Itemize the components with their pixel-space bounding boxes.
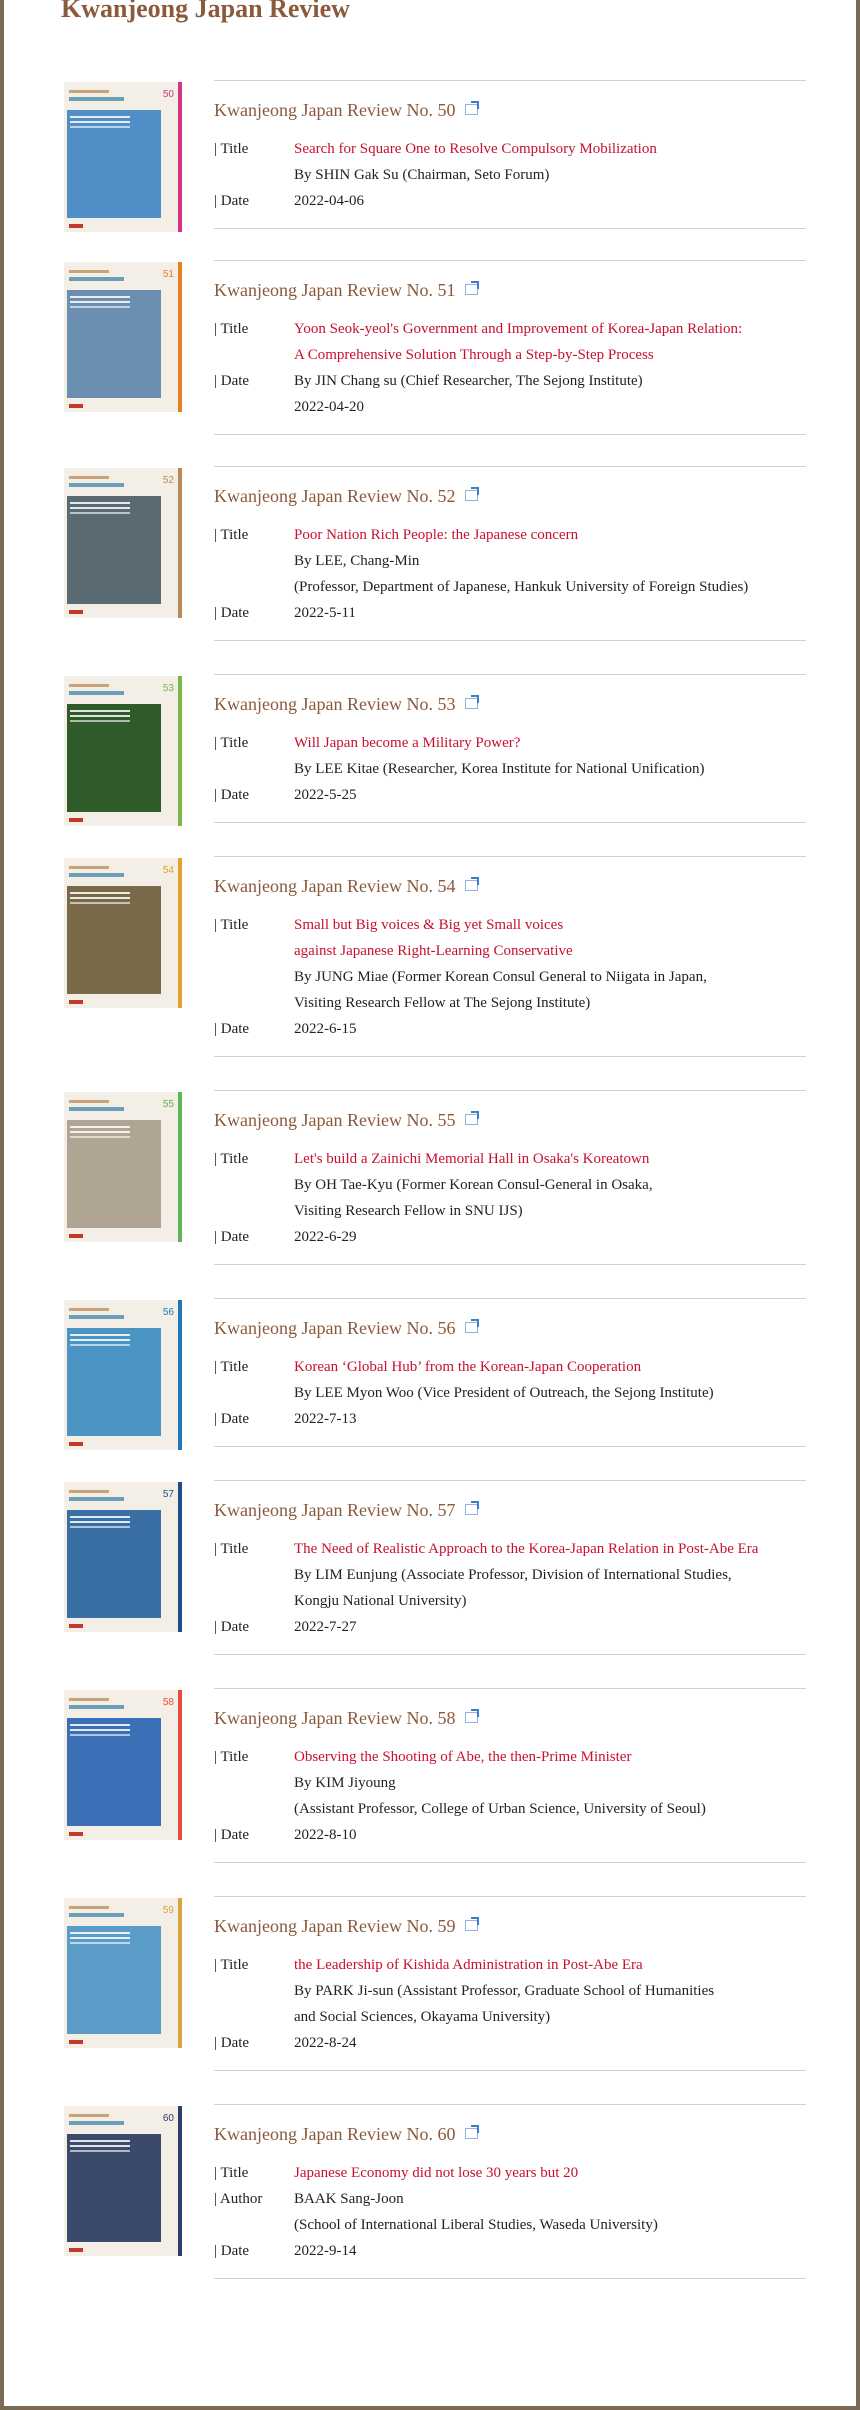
cover-series-mark — [69, 1308, 109, 1311]
review-heading-link[interactable] — [214, 100, 478, 121]
cover-headline — [70, 1334, 130, 1336]
cover-accent-bar — [178, 1690, 182, 1840]
cover-thumbnail[interactable] — [64, 1482, 182, 1632]
cover-thumbnail[interactable] — [64, 468, 182, 618]
field-label: | Title — [214, 735, 249, 751]
divider — [214, 1298, 806, 1299]
review-title-link[interactable]: A Comprehensive Solution Through a Step-by-Step Process — [294, 347, 654, 363]
cover-issue-number: 52 — [162, 475, 174, 486]
review-heading-text: Kwanjeong Japan Review No. 59 — [214, 1916, 456, 1936]
divider — [214, 2104, 806, 2105]
publisher-logo — [69, 1000, 83, 1004]
cover-accent-bar — [178, 2106, 182, 2256]
cover-title-band — [69, 483, 124, 487]
divider — [214, 1654, 806, 1655]
field-value: By LEE Myon Woo (Vice President of Outreach, the Sejong Institute) — [294, 1385, 714, 1401]
review-heading-text: Kwanjeong Japan Review No. 55 — [214, 1110, 456, 1130]
cover-headline — [70, 502, 130, 504]
field-value: By LEE, Chang-Min — [294, 553, 420, 569]
cover-series-mark — [69, 1100, 109, 1103]
review-heading-text: Kwanjeong Japan Review No. 60 — [214, 2124, 456, 2144]
external-link-icon[interactable] — [465, 698, 478, 709]
field-value: By OH Tae-Kyu (Former Korean Consul-General in Osaka, — [294, 1177, 653, 1193]
external-link-icon[interactable] — [465, 284, 478, 295]
cover-title-band — [69, 691, 124, 695]
review-title-link[interactable]: Poor Nation Rich People: the Japanese concern — [294, 527, 579, 543]
cover-title-band — [69, 1705, 124, 1709]
review-title-link[interactable]: The Need of Realistic Approach to the Korea-Japan Relation in Post-Abe Era — [294, 1541, 759, 1557]
field-value: By JIN Chang su (Chief Researcher, The Sejong Institute) — [294, 373, 643, 389]
field-value: 2022-7-13 — [294, 1411, 357, 1427]
cover-issue-number: 53 — [162, 683, 174, 694]
field-value: Visiting Research Fellow in SNU IJS) — [294, 1203, 523, 1219]
divider — [214, 80, 806, 81]
review-heading-link[interactable] — [214, 876, 478, 897]
review-heading-link[interactable] — [214, 1708, 478, 1729]
field-label: | Date — [214, 2243, 250, 2259]
field-label: | Author — [214, 2191, 263, 2207]
cover-issue-number: 59 — [162, 1905, 174, 1916]
cover-headline — [70, 892, 130, 894]
field-value: and Social Sciences, Okayama University) — [294, 2009, 551, 2025]
cover-accent-bar — [178, 82, 182, 232]
cover-issue-number: 51 — [162, 269, 174, 280]
publisher-logo — [69, 610, 83, 614]
field-value: 2022-8-10 — [294, 1827, 357, 1843]
cover-title-band — [69, 1315, 124, 1319]
review-title-link[interactable]: Search for Square One to Resolve Compulsory Mobilization — [294, 141, 657, 157]
field-label: | Date — [214, 1021, 250, 1037]
cover-thumbnail[interactable] — [64, 2106, 182, 2256]
cover-photo — [67, 2134, 161, 2242]
cover-photo — [67, 1328, 161, 1436]
field-value: (Professor, Department of Japanese, Hankuk University of Foreign Studies) — [294, 579, 749, 595]
cover-series-mark — [69, 866, 109, 869]
field-value: 2022-6-29 — [294, 1229, 357, 1245]
divider — [214, 1480, 806, 1481]
field-label: | Date — [214, 787, 250, 803]
publisher-logo — [69, 1832, 83, 1836]
cover-photo — [67, 290, 161, 398]
cover-series-mark — [69, 1906, 109, 1909]
review-heading-text: Kwanjeong Japan Review No. 54 — [214, 876, 456, 896]
cover-series-mark — [69, 2114, 109, 2117]
field-label: | Title — [214, 917, 249, 933]
field-value: By PARK Ji-sun (Assistant Professor, Graduate School of Humanities — [294, 1983, 715, 1999]
divider — [214, 1056, 806, 1057]
field-value: 2022-5-25 — [294, 787, 357, 803]
divider — [214, 2278, 806, 2279]
field-label: | Date — [214, 1229, 250, 1245]
divider — [214, 260, 806, 261]
divider — [214, 466, 806, 467]
field-label: | Date — [214, 2035, 250, 2051]
divider — [214, 228, 806, 229]
cover-series-mark — [69, 90, 109, 93]
review-title-link[interactable]: Let's build a Zainichi Memorial Hall in Osaka's Koreatown — [294, 1151, 650, 1167]
field-label: | Title — [214, 1749, 249, 1765]
cover-headline — [70, 1724, 130, 1726]
field-label: | Title — [214, 527, 249, 543]
field-label: | Title — [214, 1541, 249, 1557]
cover-series-mark — [69, 684, 109, 687]
cover-series-mark — [69, 270, 109, 273]
field-value: (School of International Liberal Studies, Waseda University) — [294, 2217, 658, 2233]
publisher-logo — [69, 1624, 83, 1628]
review-heading-link[interactable] — [214, 1500, 478, 1521]
field-value: 2022-04-06 — [294, 193, 364, 209]
publisher-logo — [69, 1234, 83, 1238]
cover-thumbnail[interactable] — [64, 82, 182, 232]
divider — [214, 2070, 806, 2071]
divider — [214, 434, 806, 435]
divider — [214, 1688, 806, 1689]
review-heading-link[interactable] — [214, 1110, 478, 1131]
cover-issue-number: 55 — [162, 1099, 174, 1110]
review-heading-text: Kwanjeong Japan Review No. 58 — [214, 1708, 456, 1728]
cover-thumbnail[interactable] — [64, 1300, 182, 1450]
field-label: | Date — [214, 605, 250, 621]
review-title-link[interactable]: Small but Big voices & Big yet Small voices — [294, 917, 564, 933]
field-value: 2022-5-11 — [294, 605, 356, 621]
divider — [214, 1264, 806, 1265]
cover-title-band — [69, 1107, 124, 1111]
cover-accent-bar — [178, 1898, 182, 2048]
review-heading-text: Kwanjeong Japan Review No. 56 — [214, 1318, 456, 1338]
cover-headline — [70, 710, 130, 712]
cover-accent-bar — [178, 676, 182, 826]
page-title: Kwanjeong Japan Review — [61, 0, 350, 23]
external-link-icon[interactable] — [465, 1322, 478, 1333]
external-link-icon[interactable] — [465, 1920, 478, 1931]
review-heading-text: Kwanjeong Japan Review No. 57 — [214, 1500, 456, 1520]
review-title-link[interactable]: Observing the Shooting of Abe, the then-Prime Minister — [294, 1749, 632, 1765]
publisher-logo — [69, 224, 83, 228]
review-title-link[interactable]: Will Japan become a Military Power? — [294, 735, 521, 751]
publisher-logo — [69, 818, 83, 822]
review-heading-link[interactable] — [214, 2124, 478, 2145]
divider — [214, 1090, 806, 1091]
field-value: By JUNG Miae (Former Korean Consul General to Niigata in Japan, — [294, 969, 707, 985]
review-heading-link[interactable] — [214, 486, 478, 507]
external-link-icon[interactable] — [465, 1712, 478, 1723]
divider — [214, 1896, 806, 1897]
field-label: | Title — [214, 1957, 249, 1973]
field-value: By LEE Kitae (Researcher, Korea Institute for National Unification) — [294, 761, 705, 777]
cover-title-band — [69, 277, 124, 281]
cover-title-band — [69, 1913, 124, 1917]
cover-issue-number: 56 — [162, 1307, 174, 1318]
publisher-logo — [69, 404, 83, 408]
publisher-logo — [69, 2248, 83, 2252]
cover-issue-number: 58 — [162, 1697, 174, 1708]
field-label: | Date — [214, 1827, 250, 1843]
review-heading-text: Kwanjeong Japan Review No. 53 — [214, 694, 456, 714]
cover-headline — [70, 1126, 130, 1128]
external-link-icon[interactable] — [465, 880, 478, 891]
review-heading-link[interactable] — [214, 280, 478, 301]
cover-accent-bar — [178, 1482, 182, 1632]
review-title-link[interactable]: Yoon Seok-yeol's Government and Improvement of Korea-Japan Relation: — [294, 321, 743, 337]
cover-accent-bar — [178, 468, 182, 618]
field-value: 2022-6-15 — [294, 1021, 357, 1037]
cover-thumbnail[interactable] — [64, 1092, 182, 1242]
review-title-link[interactable]: the Leadership of Kishida Administration in Post-Abe Era — [294, 1957, 643, 1973]
external-link-icon[interactable] — [465, 2128, 478, 2139]
field-value: 2022-9-14 — [294, 2243, 357, 2259]
cover-accent-bar — [178, 1300, 182, 1450]
field-value: BAAK Sang-Joon — [294, 2191, 404, 2207]
field-label: | Date — [214, 1619, 250, 1635]
field-value: (Assistant Professor, College of Urban Science, University of Seoul) — [294, 1801, 706, 1817]
external-link-icon[interactable] — [465, 490, 478, 501]
publisher-logo — [69, 2040, 83, 2044]
cover-title-band — [69, 873, 124, 877]
cover-headline — [70, 2140, 130, 2142]
divider — [214, 822, 806, 823]
cover-thumbnail[interactable] — [64, 676, 182, 826]
review-heading-link[interactable] — [214, 1916, 478, 1937]
field-label: | Title — [214, 1359, 249, 1375]
field-value: 2022-04-20 — [294, 399, 364, 415]
divider — [214, 1862, 806, 1863]
field-label: | Date — [214, 1411, 250, 1427]
cover-thumbnail[interactable] — [64, 858, 182, 1008]
external-link-icon[interactable] — [465, 104, 478, 115]
field-value: 2022-8-24 — [294, 2035, 357, 2051]
field-label: | Title — [214, 2165, 249, 2181]
cover-headline — [70, 1516, 130, 1518]
divider — [214, 640, 806, 641]
cover-issue-number: 57 — [162, 1489, 174, 1500]
cover-photo — [67, 1120, 161, 1228]
cover-issue-number: 54 — [162, 865, 174, 876]
review-title-link[interactable]: Korean ‘Global Hub’ from the Korean-Japan Cooperation — [294, 1359, 642, 1375]
review-title-link[interactable]: Japanese Economy did not lose 30 years but 20 — [294, 2165, 579, 2181]
cover-accent-bar — [178, 262, 182, 412]
cover-headline — [70, 116, 130, 118]
cover-photo — [67, 1926, 161, 2034]
field-label: | Title — [214, 141, 249, 157]
review-heading-text: Kwanjeong Japan Review No. 51 — [214, 280, 456, 300]
field-value: By SHIN Gak Su (Chairman, Seto Forum) — [294, 167, 550, 183]
cover-photo — [67, 704, 161, 812]
divider — [214, 1446, 806, 1447]
cover-title-band — [69, 1497, 124, 1501]
field-value: By LIM Eunjung (Associate Professor, Division of International Studies, — [294, 1567, 732, 1583]
cover-series-mark — [69, 476, 109, 479]
field-label: | Title — [214, 321, 249, 337]
field-value: Kongju National University) — [294, 1593, 467, 1609]
cover-issue-number: 50 — [162, 89, 174, 100]
cover-headline — [70, 1932, 130, 1934]
review-heading-link[interactable] — [214, 694, 478, 715]
cover-title-band — [69, 2121, 124, 2125]
cover-headline — [70, 296, 130, 298]
cover-photo — [67, 110, 161, 218]
review-heading-link[interactable] — [214, 1318, 478, 1339]
divider — [214, 856, 806, 857]
cover-thumbnail[interactable] — [64, 1898, 182, 2048]
external-link-icon[interactable] — [465, 1114, 478, 1125]
cover-title-band — [69, 97, 124, 101]
cover-thumbnail[interactable] — [64, 262, 182, 412]
external-link-icon[interactable] — [465, 1504, 478, 1515]
field-label: | Title — [214, 1151, 249, 1167]
cover-accent-bar — [178, 1092, 182, 1242]
cover-photo — [67, 886, 161, 994]
field-label: | Date — [214, 193, 250, 209]
divider — [214, 674, 806, 675]
cover-photo — [67, 1718, 161, 1826]
publisher-logo — [69, 1442, 83, 1446]
cover-issue-number: 60 — [162, 2113, 174, 2124]
cover-thumbnail[interactable] — [64, 1690, 182, 1840]
cover-photo — [67, 1510, 161, 1618]
field-value: 2022-7-27 — [294, 1619, 357, 1635]
field-value: Visiting Research Fellow at The Sejong Institute) — [294, 995, 591, 1011]
cover-photo — [67, 496, 161, 604]
review-heading-text: Kwanjeong Japan Review No. 50 — [214, 100, 456, 120]
review-title-link[interactable]: against Japanese Right-Learning Conservative — [294, 943, 573, 959]
cover-series-mark — [69, 1698, 109, 1701]
cover-accent-bar — [178, 858, 182, 1008]
cover-series-mark — [69, 1490, 109, 1493]
review-heading-text: Kwanjeong Japan Review No. 52 — [214, 486, 456, 506]
field-value: By KIM Jiyoung — [294, 1775, 396, 1791]
field-label: | Date — [214, 373, 250, 389]
